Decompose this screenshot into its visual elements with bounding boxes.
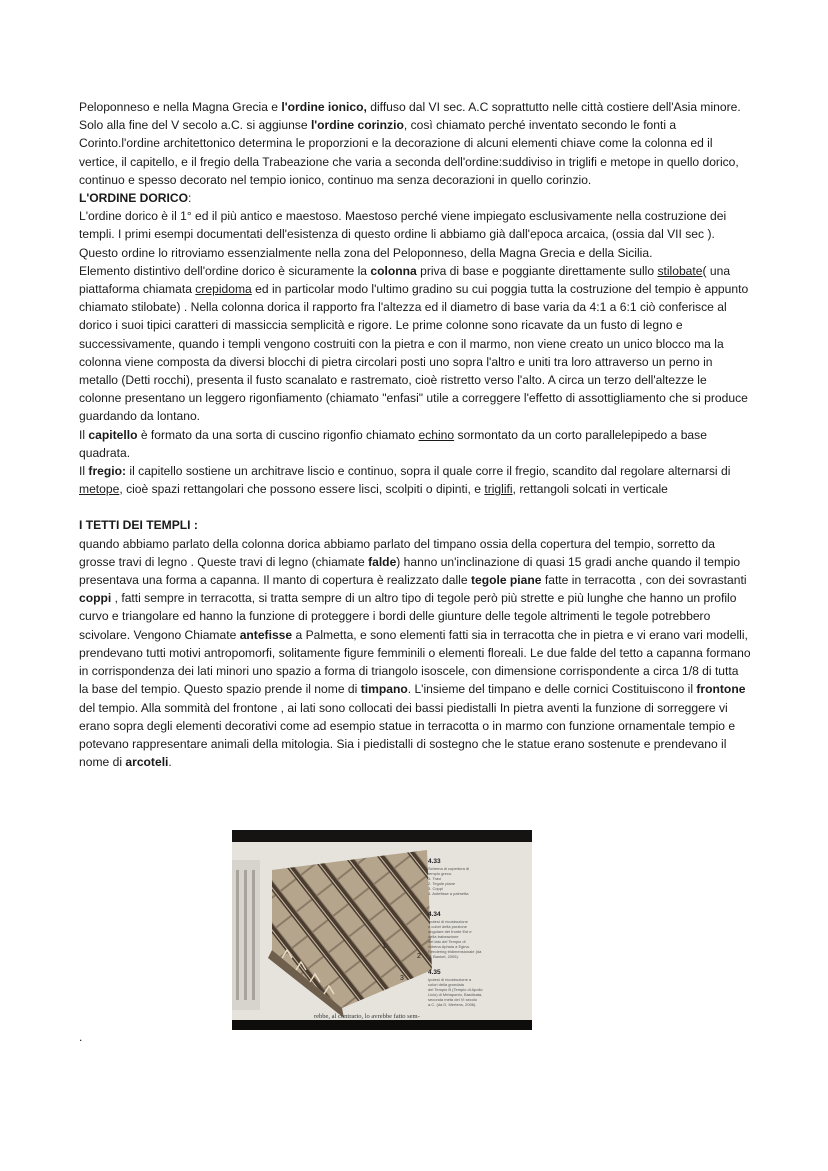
text: ) hanno un'inclinazione di quasi 15 gradi anche quando il tempio presentava una forma a capanna. Il manto di copertura è realizzato dalle [79, 554, 741, 588]
caption-line: tempio greco. [428, 871, 453, 876]
photo-illustration [232, 830, 532, 1030]
caption-line: colori della grondaia [428, 982, 464, 987]
caption-line: Rendering tridimensionale (da [428, 949, 482, 954]
bold-term: l'ordine corinzio [310, 118, 404, 133]
figure-number-1: 1 [382, 943, 386, 950]
caption-number: 4.34 [428, 911, 441, 918]
caption-line: Ipotesi di ricostruzione a [428, 977, 472, 982]
underlined-term: metope [79, 482, 120, 497]
bold-term: arcoteli [125, 755, 169, 770]
text: Peloponneso e nella Magna Grecia e [79, 100, 282, 114]
bold-term: l'ordine ionico, [281, 100, 367, 114]
spacer [79, 498, 751, 516]
dorico-paragraph-capitello [79, 426, 751, 462]
figure-number-3: 3 [400, 975, 404, 982]
roof-tiles-photo [232, 830, 532, 1030]
text: Elemento distintivo dell'ordine dorico è sicuramente la [79, 263, 371, 278]
text: il capitello sostiene un architrave liscio e continuo, sopra il quale corre il fregio, scandito dal regolare alternarsi di [126, 464, 731, 479]
caption-line: H. Bankel, 2005). [428, 954, 459, 959]
text: : [188, 191, 192, 206]
caption-line: 2. Tegole piane [428, 881, 456, 886]
text: diffuso dal VI sec. A.C soprattutto nelle città costiere dell'Asia minore. Solo alla fine del V secolo a.C. si aggiunse [79, 100, 741, 133]
bold-term: antefisse [239, 627, 293, 642]
section-heading-tetti [79, 516, 751, 534]
text: è formato da una sorta di cuscino rigonfio chiamato [137, 427, 419, 442]
text: Il [79, 464, 89, 479]
caption-number: 4.33 [428, 858, 441, 865]
end-mark: . [79, 1030, 83, 1044]
caption-line: Licio) di Metaponto, Basilicata, [428, 992, 483, 997]
text: fatte in terracotta , con dei sovrastanti [541, 573, 747, 588]
text: Il [79, 427, 89, 442]
text: . L'insieme del timpano e delle cornici Costituiscono il [407, 682, 697, 697]
dorico-paragraph-1: L'ordine dorico è il 1° ed il più antico e maestoso. Maestoso perché viene impiegato esclusivamente nella costruzione dei templi. I primi esempi documentati dell'esistenza di questo ordine li abbiamo già dall'epoca arcaica, (ossia dal VII sec ). Questo ordine lo ritroviamo essenzialmente nella zona del Peloponneso, della Magna Grecia e della Sicilia. [79, 209, 727, 260]
document-page [79, 98, 751, 771]
bold-term: coppi [79, 591, 112, 606]
caption-line: Ipotesi di ricostruzione [428, 919, 468, 924]
dorico-paragraph-colonna [79, 262, 751, 426]
caption-line: del lato del Tempio di [428, 939, 466, 944]
section-heading-dorico [79, 189, 751, 207]
bold-term: timpano [360, 682, 408, 697]
caption-line: a colori della porzione [428, 924, 467, 929]
caption-line: Athena Aphaia a Egina. [428, 944, 470, 949]
dorico-paragraph-fregio [79, 462, 751, 498]
heading-text: L'ORDINE DORICO [79, 191, 189, 206]
caption-line: 1. Travi [428, 876, 442, 881]
tetti-paragraph [79, 535, 751, 772]
text: priva di base e poggiante direttamente sullo [416, 263, 658, 278]
text: a Palmetta, e sono elementi fatti sia in terracotta che in pietra e vi erano vari modelli, prendevano tutti motivi antropomorfi, solitamente figure femminili o elementi floreali. Le due falde del tetto a capanna formano in corrispondenza dei lati minori uno spazio a forma di triangolo isoscele, con dimensione corrispondente a circa 1/8 di tutta la base del tempio. Questo spazio prende il nome di [79, 627, 751, 697]
bold-term: colonna [370, 263, 417, 278]
caption-line: angolare del fronte Est e [428, 929, 472, 934]
caption-line: seconda metà del VI secolo [428, 997, 478, 1002]
caption-line: Schema di copertura di [428, 866, 470, 871]
caption-number: 4.35 [428, 969, 441, 976]
caption-line: a.C. (da D. Mertens, 2006). [428, 1002, 477, 1007]
text: sormontato da un corto parallelepipedo a base quadrata. [79, 427, 707, 460]
text: ed in particolar modo l'ultimo gradino su cui poggia tutta la costruzione del tempio è appunto chiamato stilobate) . Nella colonna dorica il rapporto fra l'altezza ed il diametro di base varia da 4:1 a 6:1 ciò conferisce al dorico i suoi tipici caratteri di massiccia semplicità e rigore. Le prime colonne sono ricavate da un fusto di legno e successivamente, quando i templi vengono costruiti con la pietra e con il marmo, non viene creato un unico blocco ma la colonna viene composta da diversi blocchi di pietra circolari posti uno sopra l'altro e uniti tra loro attraverso un perno in metallo (Detti rocchi), presenta il fusto scanalato e rastremato, cioè ristretto verso l'alto. A circa un terzo dell'altezze le colonne presentano un leggero rigonfiamento (chiamato "enfasi" utile a correggere l'effetto di assottigliamento che si produce guardando da lontano. [79, 282, 749, 424]
underlined-term: triglifi [484, 482, 513, 497]
text: , rettangoli solcati in verticale [512, 482, 668, 497]
book-body-text: rebbe, al contrario, lo avrebbe fatto sem- [314, 1013, 420, 1020]
underlined-term: crepidoma [195, 282, 252, 297]
caption-line: della trabeazione [428, 934, 459, 939]
bold-term: fregio: [88, 464, 127, 479]
intro-paragraph [79, 98, 751, 189]
caption-line: del Tempio B (Tempio di Apollo [428, 987, 483, 992]
caption-line: 4. Antefisse a palmetta [428, 891, 469, 896]
text: , cioè spazi rettangolari che possono essere lisci, scolpiti o dipinti, e [119, 482, 485, 497]
text: . [168, 755, 172, 770]
text: ( una piattaforma chiamata [79, 263, 731, 297]
underlined-term: echino [418, 427, 455, 442]
text: , così chiamato perché inventato secondo le fonti a Corinto.l'ordine architettonico determina le proporzioni e la decorazione di alcuni elementi chiave come la colonna ed il vertice, il capitello, e il fregio della Trabeazione che varia a seconda dell'ordine:suddiviso in triglifi e metope in quello dorico, continuo e spesso decorato nel tempio ionico, continuo ma senza decorazioni in quello corinzio. [79, 118, 739, 187]
bold-term: frontone [696, 682, 746, 697]
caption-line: 3. Coppi [428, 886, 443, 891]
text: , fatti sempre in terracotta, si tratta sempre di un altro tipo di tegole però più strette e più lunghe che hanno un profilo curvo e triangolare ed hanno la funzione di proteggere i bordi delle giunture delle tegole altrimenti le tegole potrebbero scivolare. Vengono Chiamate [79, 591, 737, 642]
heading-text: I TETTI DEI TEMPLI : [79, 518, 198, 533]
bold-term: falde [368, 554, 397, 569]
underlined-term: stilobate [657, 263, 703, 278]
figure-number-2: 2 [417, 953, 421, 960]
bold-term: tegole piane [470, 573, 542, 588]
bold-term: capitello [88, 427, 138, 442]
text: del tempio. Alla sommità del frontone , ai lati sono collocati dei bassi piedistalli In pietra aventi la funzione di sorreggere vi erano sopra degli elementi decorativi come ad esempio statue in terracotta o in marmo con funzione ornamentale tempio e potevano rappresentare animali della mitologia. Sia i piedistalli di sostegno che le statue erano sostenute e prendevano il nome di [79, 700, 736, 770]
text: quando abbiamo parlato della colonna dorica abbiamo parlato del timpano ossia della copertura del tempio, sorretto da grosse travi di legno . Queste travi di legno (chiamate [79, 536, 715, 569]
